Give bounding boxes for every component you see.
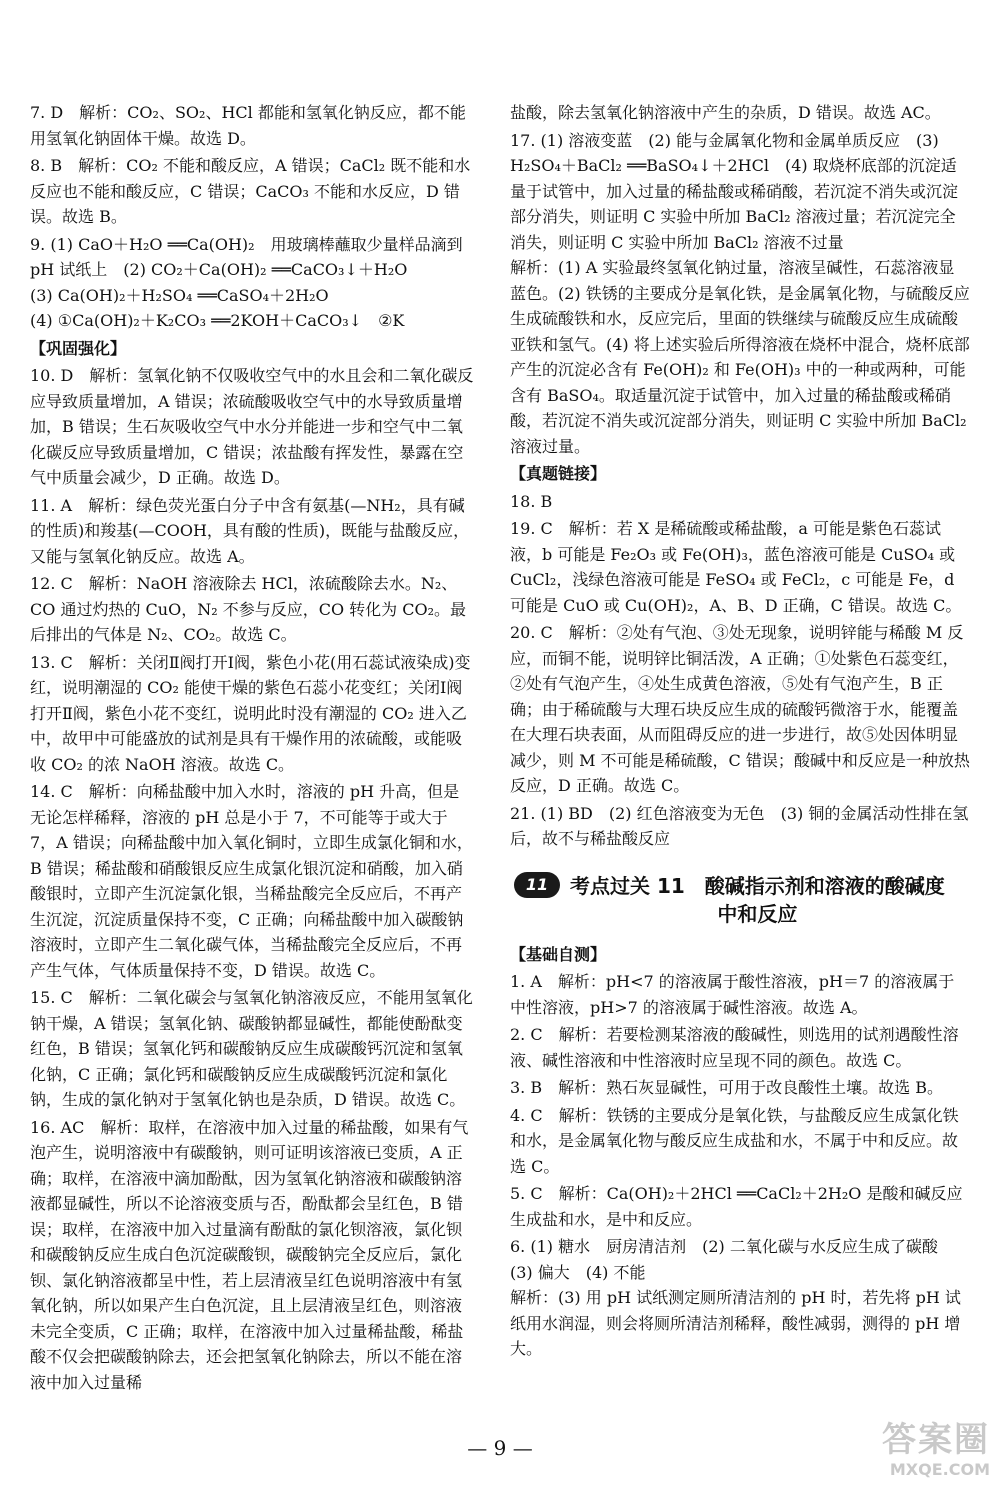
chapter-title-line1: 考点过关 11 酸碱指示剂和溶液的酸碱度 xyxy=(570,873,945,898)
basic-answer-6-answer: 6. (1) 糖水 厨房清洁剂 (2) 二氧化碳与水反应生成了碳酸 (3) 偏大 (4) 不能 xyxy=(510,1237,954,1282)
chapter-badge: 11 xyxy=(514,872,560,898)
answer-20: 20. C 解析：②处有气泡、③处无现象，说明锌能与稀酸 M 反应，而铜不能，说明锌比铜活泼，A 正确；①处紫色石蕊变红，②处有气泡产生，④处生成黄色溶液，⑤处有气泡产生，B 正确；由于稀硫酸与大理石块反应生成的硫酸钙微溶于水，能覆盖在大理石块表面，从而阻碍反应的进一步进行，故⑤处因体明显减少，则 M 不可能是稀硫酸，C 错误；酸碱中和反应是一种放热反应，D 正确。故选 C。 xyxy=(510,623,970,795)
answer-12: 12. C 解析：NaOH 溶液除去 HCl，浓硫酸除去水。N₂、CO 通过灼热的 CuO，N₂ 不参与反应，CO 转化为 CO₂。最后排出的气体是 N₂、CO₂。故选 C。 xyxy=(30,574,467,644)
left-column xyxy=(30,100,475,1397)
watermark-url: MXQE.COM xyxy=(889,1460,990,1479)
answer-17-explanation: 解析：(1) A 实验最终氢氧化钠过量，溶液呈碱性，石蕊溶液显蓝色。(2) 铁锈的主要成分是氧化铁，是金属氧化物，与硫酸反应生成硫酸铁和水，反应完后，里面的铁继续与硫酸反应生成硫酸亚铁和氢气。(4) 将上述实验后所得溶液在烧杯中混合，烧杯底部产生的沉淀必含有 Fe(OH)₂ 和 Fe(OH)₃ 中的一种或两种，可能含有 BaSO₄。取适量沉淀于试管中，加入过量的稀盐酸或稀硝酸，若沉淀不消失或沉淀部分消失，则证明 C 实验中所加 BaCl₂ 溶液过量。 xyxy=(510,258,970,456)
basic-answer-1: 1. A 解析：pH<7 的溶液属于酸性溶液，pH＝7 的溶液属于中性溶液，pH>7 的溶液属于碱性溶液。故选 A。 xyxy=(510,972,955,1017)
section-title-jichu: 【基础自测】 xyxy=(510,944,607,964)
answer-9 xyxy=(30,232,475,334)
answer-9-part-a: 9. (1) CaO＋H₂O ══Ca(OH)₂ 用玻璃棒蘸取少量样品滴到 pH 试纸上 (2) CO₂＋Ca(OH)₂ ══CaCO₃↓＋H₂O xyxy=(30,234,463,279)
basic-answer-5: 5. C 解析：Ca(OH)₂＋2HCl ══CaCl₂＋2H₂O 是酸和碱反应生成盐和水，是中和反应。 xyxy=(510,1184,963,1229)
page-number: — 9 — xyxy=(467,1436,533,1460)
answer-9-part-b: (3) Ca(OH)₂＋H₂SO₄ ══CaSO₄＋2H₂O xyxy=(30,285,329,305)
answer-7: 7. D 解析：CO₂、SO₂、HCl 都能和氢氧化钠反应，都不能用氢氧化钠固体干燥。故选 D。 xyxy=(30,103,466,148)
answer-13: 13. C 解析：关闭Ⅱ阀打开Ⅰ阀，紫色小花(用石蕊试液染成)变红，说明潮湿的 CO₂ 能使干燥的紫色石蕊小花变红；关闭Ⅰ阀打开Ⅱ阀，紫色小花不变红，说明此时没有潮湿的 CO₂ 进入乙中，故甲中可能盛放的试剂是具有干燥作用的浓硫酸，或能吸收 CO₂ 的浓 NaOH 溶液。故选 C。 xyxy=(30,652,471,774)
answer-18: 18. B xyxy=(510,491,553,511)
answer-11: 11. A 解析：绿色荧光蛋白分子中含有氨基(—NH₂，具有碱的性质)和羧基(—COOH，具有酸的性质)，既能与盐酸反应，又能与氢氧化钠反应。故选 A。 xyxy=(30,495,470,566)
answer-8: 8. B 解析：CO₂ 不能和酸反应，A 错误；CaCl₂ 既不能和水反应也不能和酸反应，C 错误；CaCO₃ 不能和水反应，D 错误。故选 B。 xyxy=(30,156,471,226)
answer-9-part-c: (4) ①Ca(OH)₂＋K₂CO₃ ══2KOH＋CaCO₃↓ ②K xyxy=(30,311,405,330)
section-title-zhenti: 【真题链接】 xyxy=(510,464,607,483)
watermark-text: 答案圈 xyxy=(882,1420,990,1460)
basic-answer-4: 4. C 解析：铁锈的主要成分是氧化铁，与盐酸反应生成氯化铁和水，是金属氧化物与酸反应生成盐和水，不属于中和反应。故选 C。 xyxy=(510,1105,959,1176)
watermark-logo xyxy=(820,1420,990,1490)
chapter-title-line2: 中和反应 xyxy=(717,901,798,926)
answer-21: 21. (1) BD (2) 红色溶液变为无色 (3) 铜的金属活动性排在氢后，故不与稀盐酸反应 xyxy=(510,803,969,848)
chapter-heading xyxy=(514,872,970,928)
answer-14: 14. C 解析：向稀盐酸中加入水时，溶液的 pH 升高，但是无论怎样稀释，溶液的 pH 总是小于 7，不可能等于或大于 7，A 错误；向稀盐酸中加入氧化铜时，立即生成氯化铜和水，B 错误；稀盐酸和硝酸银反应生成氯化银沉淀和硝酸，加入硝酸银时，立即产生沉淀氯化银，当稀盐酸完全反应后，不再产生沉淀，沉淀质量保持不变，C 正确；向稀盐酸中加入碳酸钠溶液时，立即产生二氧化碳气体，当稀盐酸完全反应后，不再产生气体，气体质量保持不变，D 错误。故选 C。 xyxy=(30,782,473,980)
answer-17 xyxy=(510,128,970,460)
right-column xyxy=(510,100,970,1364)
basic-answer-6-explanation: 解析：(3) 用 pH 试纸测定厕所清洁剂的 pH 时，若先将 pH 试纸用水润湿，则会将厕所清洁剂稀释，酸性减弱，测得的 pH 增大。 xyxy=(510,1288,961,1358)
answer-15: 15. C 解析：二氧化碳会与氢氧化钠溶液反应，不能用氢氧化钠干燥，A 错误；氢氧化钠、碳酸钠都显碱性，都能使酚酞变红色，B 错误；氢氧化钙和碳酸钠反应生成碳酸钙沉淀和氢氧化钠，C 正确；氯化钙和碳酸钠反应生成碳酸钙沉淀和氯化钠，生成的氯化钠对于氢氧化钠也是杂质，D 错误。故选 C。 xyxy=(30,988,473,1109)
basic-answer-2: 2. C 解析：若要检测某溶液的酸碱性，则选用的试剂遇酸性溶液、碱性溶液和中性溶液时应呈现不同的颜色。故选 C。 xyxy=(510,1025,959,1070)
chapter-title xyxy=(570,872,945,928)
section-title-gonggu: 【巩固强化】 xyxy=(30,338,127,358)
answer-19: 19. C 解析：若 X 是稀硫酸或稀盐酸，a 可能是紫色石蕊试液，b 可能是 Fe₂O₃ 或 Fe(OH)₃，蓝色溶液可能是 CuSO₄ 或 CuCl₂，浅绿色溶液可能是 FeSO₄ 或 FeCl₂，c 可能是 Fe，d 可能是 CuO 或 Cu(OH)₂，A、B、D 正确，C 错误。故选 C。 xyxy=(510,519,962,615)
answer-16-continued: 盐酸，除去氢氧化钠溶液中产生的杂质，D 错误。故选 AC。 xyxy=(510,103,941,122)
basic-answer-3: 3. B 解析：熟石灰显碱性，可用于改良酸性土壤。故选 B。 xyxy=(510,1078,943,1097)
answer-17-answer: 17. (1) 溶液变蓝 (2) 能与金属氧化物和金属单质反应 (3) H₂SO₄＋BaCl₂ ══BaSO₄↓＋2HCl (4) 取烧杯底部的沉淀适量于试管中，加入过量的稀盐酸或稀硝酸，若沉淀不消失或沉淀部分消失，则证明 C 实验中所加 BaCl₂ 溶液过量；若沉淀完全消失，则证明 C 实验中所加 BaCl₂ 溶液不过量 xyxy=(510,130,959,252)
answer-10: 10. D 解析：氢氧化钠不仅吸收空气中的水且会和二氧化碳反应导致质量增加，A 错误；浓硫酸吸收空气中的水导致质量增加，B 错误；生石灰吸收空气中水分并能进一步和空气中二氧化碳反应导致质量增加，C 错误；浓盐酸有挥发性，暴露在空气中质量会减少，D 正确。故选 D。 xyxy=(30,366,474,487)
answer-16: 16. AC 解析：取样，在溶液中加入过量的稀盐酸，如果有气泡产生，说明溶液中有碳酸钠，则可证明该溶液已变质，A 正确；取样，在溶液中滴加酚酞，因为氢氧化钠溶液和碳酸钠溶液都显碱性，所以不论溶液变质与否，酚酞都会呈红色，B 错误；取样，在溶液中加入过量滴有酚酞的氯化钡溶液，氯化钡和碳酸钠反应生成白色沉淀碳酸钡，碳酸钠完全反应后，氯化钡、氯化钠溶液都呈中性，若上层清液呈红色说明溶液中有氢氧化钠，所以如果产生白色沉淀，且上层清液呈红色，则溶液未完全变质，C 正确；取样，在溶液中加入过量稀盐酸，稀盐酸不仅会把碳酸钠除去，还会把氢氧化钠除去，所以不能在溶液中加入过量稀 xyxy=(30,1117,469,1392)
basic-answer-6 xyxy=(510,1234,970,1362)
